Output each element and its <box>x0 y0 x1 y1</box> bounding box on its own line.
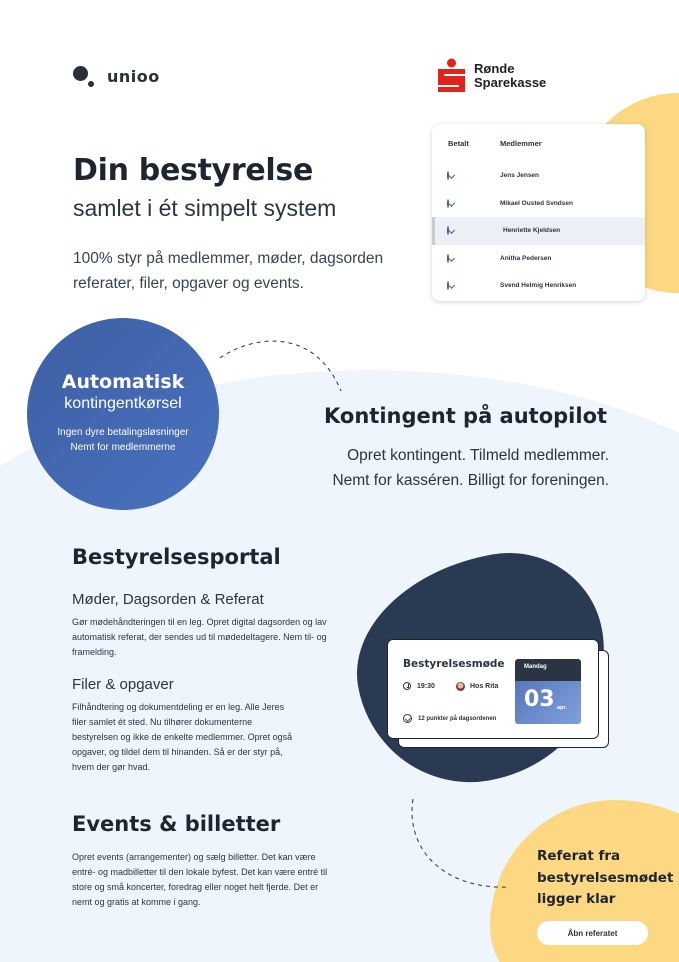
meeting-date-badge <box>515 659 581 724</box>
check-circle-icon <box>447 254 449 263</box>
files-text: Filhåndtering og dokumentdeling er en leg. Alle Jeres filer samlet ét sted. Nu tilhører dokumenterne bestyrelsen og ikke de enkelte medlemmer. Opret også opgaver, og tildel dem til hinanden. Så er der styr på, hvem der gør hvad. <box>72 702 293 772</box>
meeting-day: 03 <box>524 687 555 712</box>
table-row[interactable] <box>432 272 645 300</box>
meeting-agenda <box>403 714 496 723</box>
member-name: Henriette Kjeldsen <box>503 227 561 235</box>
members-table-header <box>432 124 645 162</box>
dashed-connector-top <box>215 336 345 396</box>
logo-text: unioo <box>107 66 160 86</box>
meeting-time <box>403 682 435 690</box>
column-header-members: Medlemmer <box>500 138 542 148</box>
open-referat-button[interactable]: Åbn referatet <box>537 921 648 945</box>
clock-icon <box>403 682 411 690</box>
meeting-weekday: Mandag <box>515 659 581 681</box>
check-circle-icon <box>447 199 449 208</box>
automatic-line2: Nemt for medlemmerne <box>70 442 176 453</box>
check-circle-icon <box>403 714 412 723</box>
automatic-title: Automatisk <box>61 371 185 393</box>
events-text: Opret events (arrangementer) og sælg billetter. Det kan være entré- og madbilletter til den lokale byfest. Det kan være entré til store og små koncerter, foredrag eller noget helt fjerde. Det er nemt og gratis at komme i gang. <box>72 852 328 907</box>
referat-line3: ligger klar <box>537 891 616 907</box>
files-heading: Filer & opgaver <box>72 676 174 693</box>
referat-message <box>537 846 673 911</box>
referat-line2: bestyrelsesmødet <box>537 869 674 886</box>
partner-name-line2: Sparekasse <box>474 74 547 90</box>
column-header-paid: Betalt <box>448 138 469 148</box>
meeting-location-value: Hos Rita <box>470 683 499 690</box>
portal-title: Bestyrelsesportal <box>72 545 281 569</box>
meeting-card[interactable] <box>387 639 599 739</box>
kontingent-line1: Opret kontingent. Tilmeld medlemmer. <box>347 447 609 464</box>
table-row[interactable] <box>432 190 645 218</box>
member-name: Mikael Ousted Svndsen <box>500 199 573 207</box>
table-row-highlighted[interactable] <box>432 217 645 245</box>
hero-title: Din bestyrelse <box>73 153 313 188</box>
kontingent-title: Kontingent på autopilot <box>324 404 608 428</box>
member-name: Jens Jensen <box>500 172 540 180</box>
sparekasse-logo-icon <box>435 58 468 93</box>
hero-description: 100% styr på medlemmer, møder, dagsorden referater, filer, opgaver og events. <box>73 250 384 292</box>
events-title: Events & billetter <box>72 812 281 836</box>
dashed-connector-bottom <box>405 795 515 905</box>
kontingent-description <box>332 443 609 493</box>
meetings-heading: Møder, Dagsorden & Referat <box>72 591 264 608</box>
check-circle-icon <box>447 281 449 290</box>
partner-name-line1: Rønde <box>474 60 515 76</box>
table-row[interactable] <box>432 245 645 273</box>
referat-line1: Referat fra <box>537 848 621 864</box>
unioo-logo <box>73 63 160 89</box>
member-name: Anitha Pedersen <box>500 254 552 262</box>
meetings-text: Gør mødehåndteringen til en leg. Opret digital dagsorden og lav automatisk referat, der sendes ud til mødedeltagere. Nem til- og framelding. <box>72 617 327 657</box>
automatic-line1: Ingen dyre betalingsløsninger <box>57 427 189 438</box>
meeting-month: apr. <box>557 705 567 711</box>
meeting-title: Bestyrelsesmøde <box>403 658 505 670</box>
meeting-location <box>456 682 498 691</box>
avatar <box>456 682 465 691</box>
partner-logo <box>435 58 546 93</box>
check-circle-icon <box>447 226 449 235</box>
meeting-agenda-text: 12 punkter på dagsordenen <box>418 715 497 722</box>
member-name: Svend Helmig Henriksen <box>500 282 577 290</box>
table-row[interactable] <box>432 162 645 190</box>
meeting-time-value: 19:30 <box>417 682 435 690</box>
automatic-payment-circle <box>27 318 219 510</box>
automatic-subtitle: kontingentkørsel <box>64 395 182 412</box>
hero-subtitle: samlet i ét simpelt system <box>73 195 337 221</box>
unioo-logo-icon <box>73 63 97 89</box>
check-circle-icon <box>447 171 449 180</box>
members-table-card <box>432 124 645 301</box>
kontingent-line2: Nemt for kasséren. Billigt for foreningen. <box>332 472 609 489</box>
